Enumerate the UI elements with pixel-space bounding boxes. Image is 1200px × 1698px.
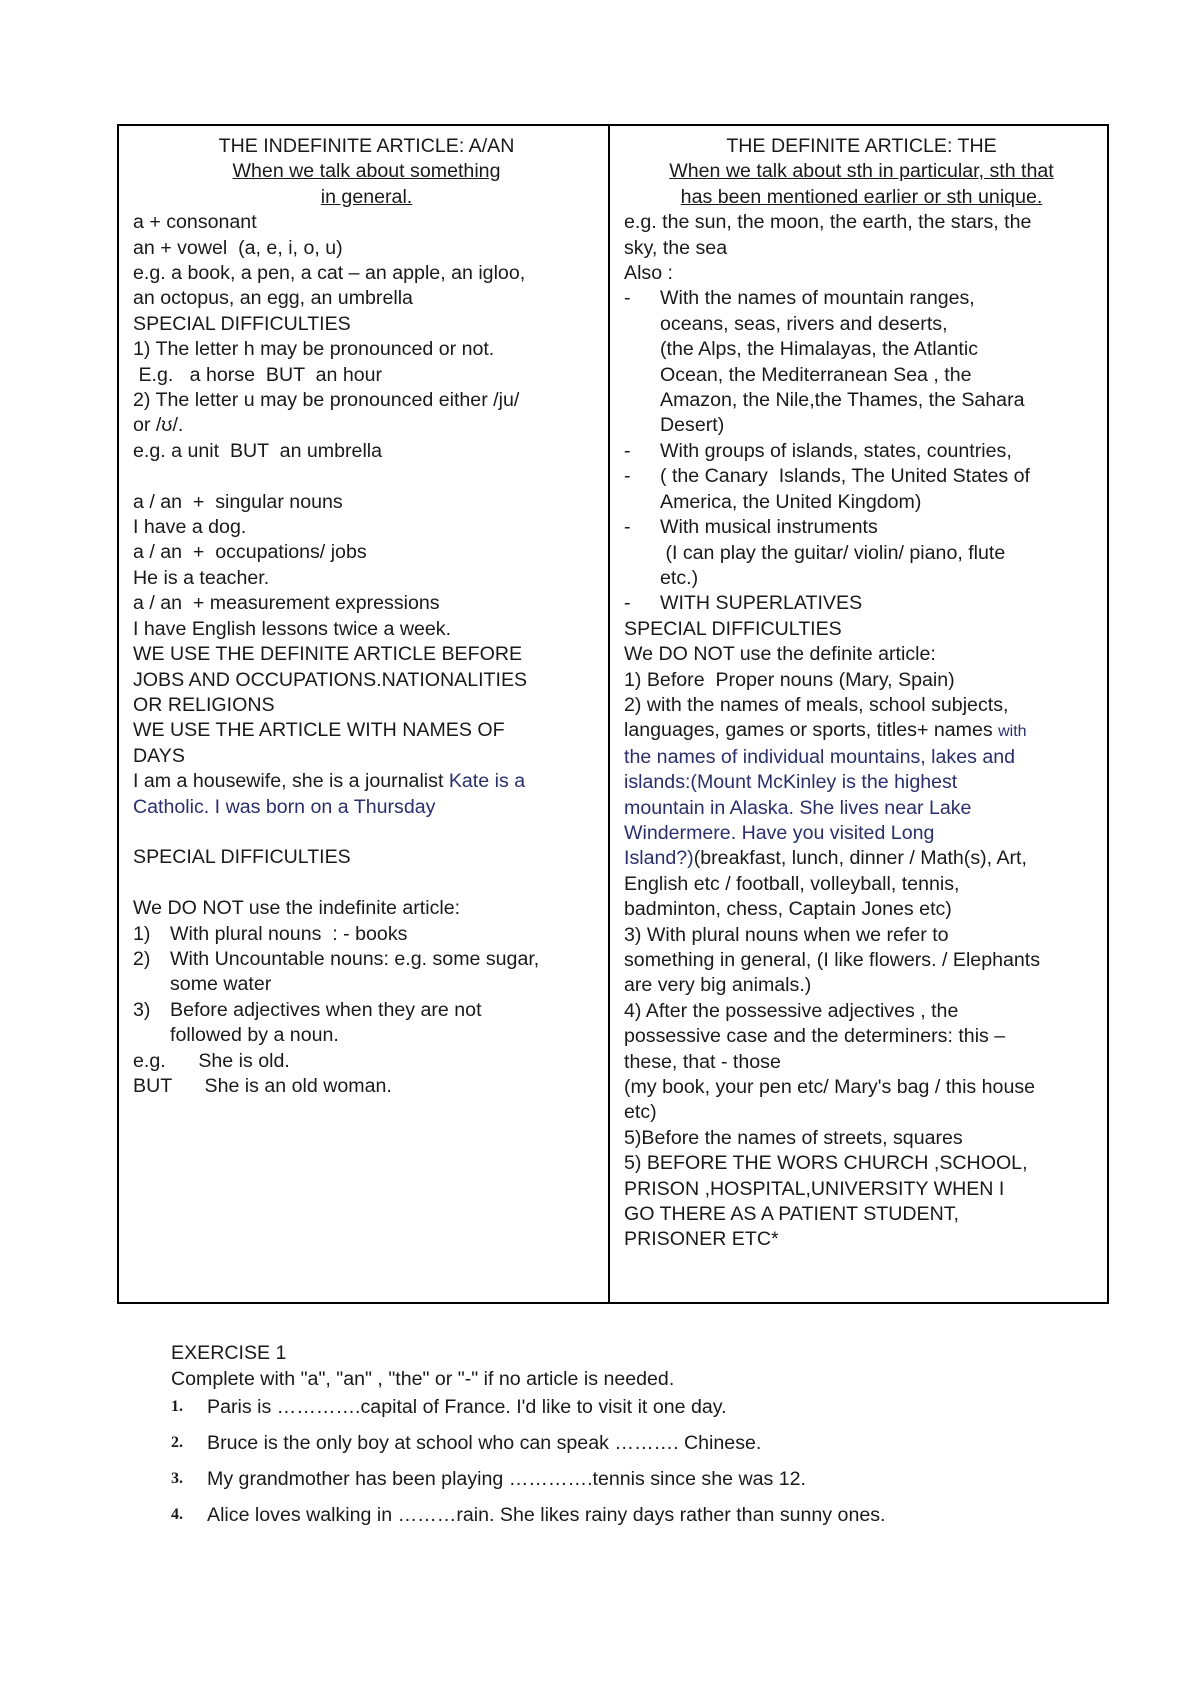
list-item — [624, 439, 1099, 464]
list-item-line: Amazon, the Nile,the Thames, the Sahara — [660, 389, 1025, 412]
exercise-section — [171, 1340, 1101, 1538]
text-line: English etc / football, volleyball, tennis, — [624, 872, 960, 895]
list-bullet: - — [624, 516, 631, 539]
text-line: a + consonant — [133, 211, 257, 234]
list-item-line: some water — [170, 973, 272, 996]
highlight-line: Windermere. Have you visited Long — [624, 821, 935, 844]
exercise-number: 4. — [171, 1506, 183, 1523]
list-item-line: Ocean, the Mediterranean Sea , the — [660, 363, 972, 386]
list-item — [133, 998, 600, 1049]
rule-text: languages, games or sports, titles+ names — [624, 719, 999, 742]
list-item-line: With the names of mountain ranges, — [660, 287, 975, 310]
list-bullet: - — [624, 287, 631, 310]
list-bullet: - — [624, 592, 631, 615]
list-item-line: Desert) — [660, 414, 725, 437]
text-line: E.g. a horse BUT an hour — [133, 363, 383, 386]
list-item — [133, 947, 600, 998]
list-number: 3) — [133, 998, 151, 1021]
rule-highlight: Island?) — [624, 847, 694, 870]
definite-dash-list — [624, 286, 1099, 616]
text-line: 1) Before Proper nouns (Mary, Spain) — [624, 668, 955, 691]
text-line: PRISON ,HOSPITAL,UNIVERSITY WHEN I — [624, 1177, 1005, 1200]
text-line: 1) The letter h may be pronounced or not. — [133, 338, 495, 361]
text-line: SPECIAL DIFFICULTIES — [133, 312, 351, 335]
text-line: WE USE THE ARTICLE WITH NAMES OF — [133, 719, 505, 742]
text-line: 4) After the possessive adjectives , the — [624, 999, 959, 1022]
text-line: these, that - those — [624, 1050, 781, 1073]
exercise-number: 2. — [171, 1434, 183, 1451]
indefinite-article-column — [119, 126, 610, 1302]
indefinite-subtitle-cont: in general. — [320, 185, 413, 208]
list-item-line: With plural nouns : - books — [170, 922, 408, 945]
text-line: an + vowel (a, e, i, o, u) — [133, 236, 343, 259]
exercise-item — [171, 1430, 1101, 1456]
example-line: e.g. She is old. — [133, 1049, 290, 1072]
example-highlight: Kate is a — [448, 770, 526, 793]
text-line: a / an + occupations/ jobs — [133, 541, 367, 564]
definite-rules-cont — [624, 872, 1099, 1253]
exercise-item — [171, 1466, 1101, 1492]
text-line: We DO NOT use the definite article: — [624, 643, 936, 666]
list-item-line: Before adjectives when they are not — [170, 998, 482, 1021]
definite-examples — [624, 210, 1099, 286]
text-line: e.g. a unit BUT an umbrella — [133, 439, 383, 462]
list-item-line: (I can play the guitar/ violin/ piano, flute — [660, 541, 1006, 564]
exercise-number: 3. — [171, 1470, 183, 1487]
text-line: 3) With plural nouns when we refer to — [624, 923, 949, 946]
list-bullet: - — [624, 439, 631, 462]
list-number: 2) — [133, 947, 151, 970]
text-line: something in general, (I like flowers. / Elephants — [624, 949, 1041, 971]
example-text: I am a housewife, she is a journalist — [133, 770, 449, 793]
rule-line — [624, 846, 1099, 871]
rule-text: (breakfast, lunch, dinner / Math(s), Art, — [693, 847, 1027, 870]
text-line: GO THERE AS A PATIENT STUDENT, — [624, 1203, 959, 1226]
text-line: OR RELIGIONS — [133, 693, 275, 716]
special-difficulties-heading: SPECIAL DIFFICULTIES — [133, 846, 351, 869]
list-bullet: - — [624, 465, 631, 488]
list-item-body — [660, 515, 1005, 591]
text-line: 5) BEFORE THE WORS CHURCH ,SCHOOL, — [624, 1152, 1028, 1175]
highlight-line: islands:(Mount McKinley is the highest — [624, 771, 958, 794]
highlight-line: the names of individual mountains, lakes and — [624, 745, 1016, 768]
text-line: WE USE THE DEFINITE ARTICLE BEFORE — [133, 643, 523, 666]
exercise-item — [171, 1394, 1101, 1420]
exercise-number: 1. — [171, 1398, 183, 1415]
exercise-text: Paris is ………….capital of France. I'd like to visit it one day. — [207, 1396, 727, 1418]
exercise-item — [171, 1502, 1101, 1528]
rule-line — [624, 718, 1099, 744]
exercise-title: EXERCISE 1 — [171, 1342, 287, 1364]
indefinite-title: THE INDEFINITE ARTICLE: A/AN — [218, 135, 515, 157]
text-line: possessive case and the determiners: this – — [624, 1025, 1006, 1048]
indefinite-usage — [133, 490, 600, 769]
text-line: e.g. a book, a pen, a cat – an apple, an igloo, — [133, 262, 526, 285]
example-highlight-line: Catholic. I was born on a Thursday — [133, 795, 436, 818]
text-line: 5)Before the names of streets, squares — [624, 1126, 963, 1149]
text-line: (my book, your pen etc/ Mary's bag / this house — [624, 1076, 1036, 1099]
indefinite-intro: We DO NOT use the indefinite article: — [133, 897, 461, 920]
text-line: Also : — [624, 262, 674, 285]
list-item-body — [660, 591, 862, 616]
list-item-line: followed by a noun. — [170, 1024, 339, 1047]
list-item-line: (the Alps, the Himalayas, the Atlantic — [660, 338, 979, 361]
definite-highlight-block — [624, 745, 1099, 847]
list-item-line: With groups of islands, states, countries, — [660, 439, 1012, 462]
text-line: or /ʊ/. — [133, 414, 184, 437]
list-item-body — [170, 998, 482, 1049]
text-line: I have a dog. — [133, 516, 247, 539]
exercise-text: My grandmother has been playing ………….tennis since she was 12. — [207, 1468, 806, 1490]
text-line: He is a teacher. — [133, 566, 270, 589]
text-line: JOBS AND OCCUPATIONS.NATIONALITIES — [133, 668, 528, 691]
exercise-text: Bruce is the only boy at school who can speak ………. Chinese. — [207, 1432, 762, 1454]
spacer — [133, 871, 600, 896]
list-item-line: With musical instruments — [660, 516, 878, 539]
text-line: 2) with the names of meals, school subjects, — [624, 693, 1009, 716]
definite-subtitle-cont: has been mentioned earlier or sth unique. — [680, 185, 1043, 208]
list-item-body — [660, 464, 1030, 515]
list-item-line: etc.) — [660, 566, 699, 589]
list-item — [624, 286, 1099, 438]
indefinite-subtitle: When we talk about something — [232, 160, 501, 183]
text-line: etc) — [624, 1101, 657, 1124]
definite-special — [624, 617, 1099, 719]
grammar-table — [117, 124, 1109, 1304]
text-line: a / an + measurement expressions — [133, 592, 440, 615]
list-item-line: WITH SUPERLATIVES — [660, 592, 863, 615]
exercise-instruction: Complete with "a", "an" , "the" or "-" if no article is needed. — [171, 1368, 675, 1390]
text-line: badminton, chess, Captain Jones etc) — [624, 898, 952, 921]
text-line: 2) The letter u may be pronounced either /ju/ — [133, 389, 520, 412]
list-item-line: ( the Canary Islands, The United States of — [660, 465, 1030, 488]
text-line: DAYS — [133, 744, 185, 767]
exercise-text: Alice loves walking in ………rain. She likes rainy days rather than sunny ones. — [207, 1504, 886, 1526]
list-item-body — [170, 922, 407, 947]
text-line: a / an + singular nouns — [133, 490, 343, 513]
list-item-line: America, the United Kingdom) — [660, 490, 922, 513]
text-line: SPECIAL DIFFICULTIES — [624, 617, 842, 640]
list-item — [624, 464, 1099, 515]
highlight-line: mountain in Alaska. She lives near Lake — [624, 796, 972, 819]
text-line: sky, the sea — [624, 236, 728, 259]
exercise-list — [171, 1394, 1101, 1528]
text-line: I have English lessons twice a week. — [133, 617, 452, 640]
text-line: PRISONER ETC* — [624, 1228, 779, 1251]
definite-article-column — [610, 126, 1107, 1302]
spacer — [133, 820, 600, 845]
definite-subtitle: When we talk about sth in particular, sth that — [669, 160, 1054, 183]
list-item-body — [660, 439, 1012, 464]
list-item-body — [170, 947, 539, 998]
text-line: are very big animals.) — [624, 974, 812, 997]
list-item — [133, 922, 600, 947]
example-line: BUT She is an old woman. — [133, 1074, 392, 1097]
example-line — [133, 769, 600, 794]
list-number: 1) — [133, 922, 151, 945]
indefinite-numbered-list — [133, 922, 600, 1049]
list-item-body — [660, 286, 1025, 438]
list-item — [624, 515, 1099, 591]
definite-title: THE DEFINITE ARTICLE: THE — [726, 135, 997, 157]
rule-highlight: with — [998, 723, 1027, 741]
text-line: an octopus, an egg, an umbrella — [133, 287, 413, 310]
list-item-line: With Uncountable nouns: e.g. some sugar, — [170, 947, 540, 970]
list-item-line: oceans, seas, rivers and deserts, — [660, 312, 948, 335]
indefinite-rules — [133, 210, 600, 464]
list-item — [624, 591, 1099, 616]
text-line: e.g. the sun, the moon, the earth, the stars, the — [624, 211, 1032, 234]
spacer — [133, 464, 600, 489]
